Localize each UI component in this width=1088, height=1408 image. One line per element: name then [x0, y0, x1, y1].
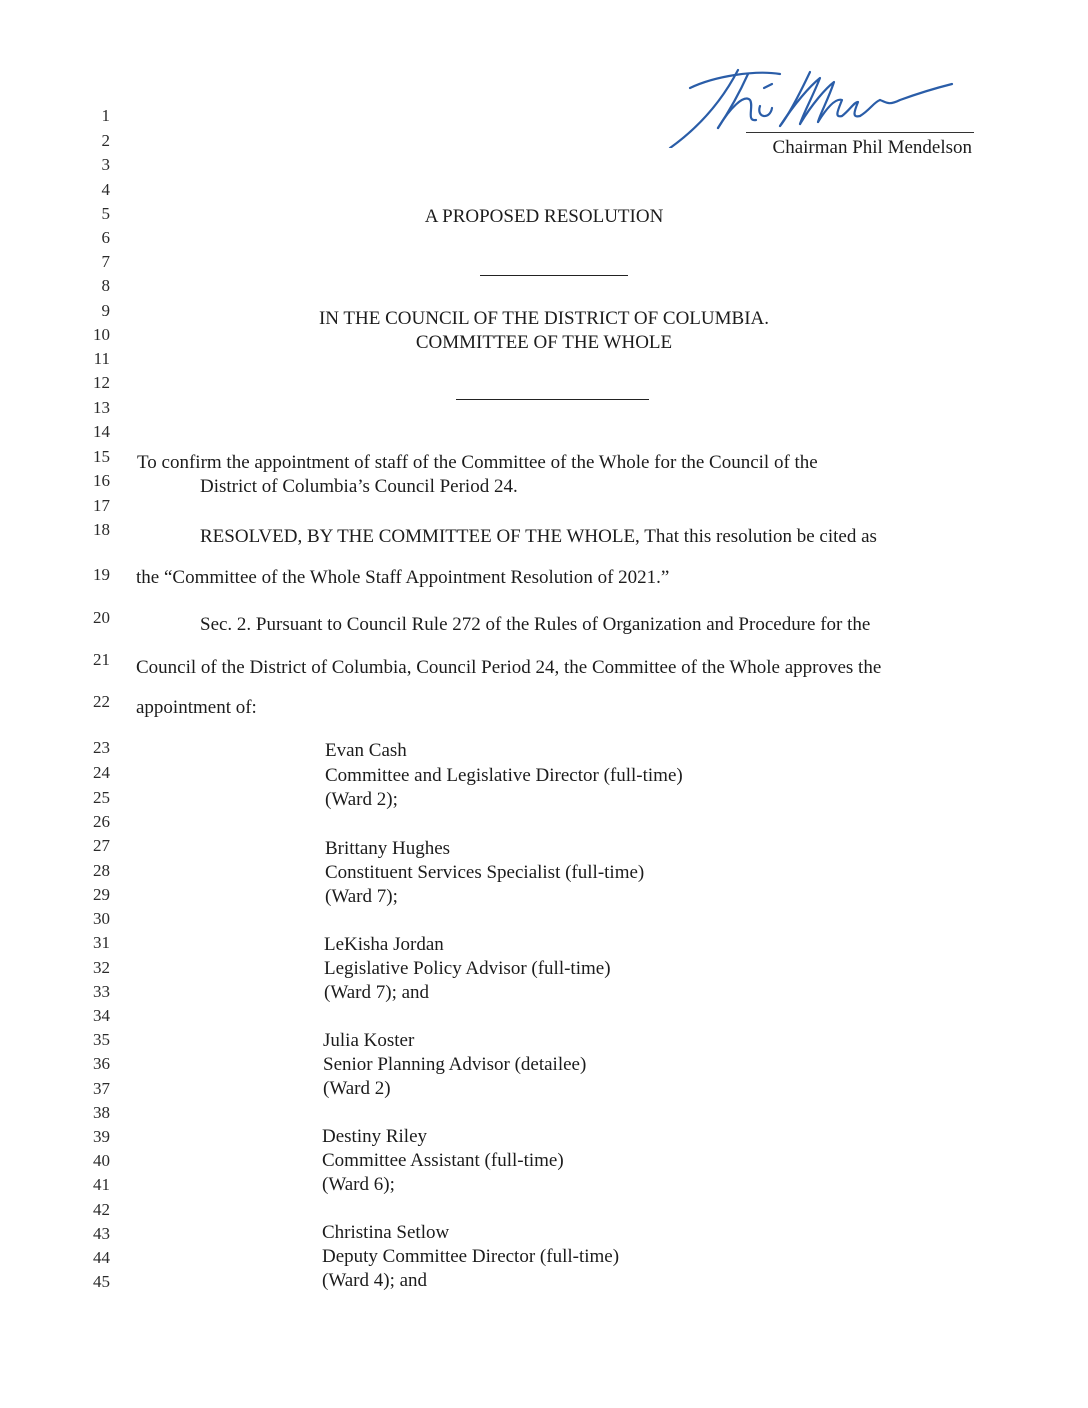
appointee-name: LeKisha Jordan	[324, 934, 444, 955]
line-number: 3	[101, 155, 110, 174]
appointee-title: Legislative Policy Advisor (full-time)	[324, 958, 611, 979]
line-number: 37	[93, 1079, 110, 1098]
line-number: 27	[93, 836, 110, 855]
line-number: 21	[93, 650, 110, 669]
line-number: 24	[93, 763, 110, 782]
line-number: 17	[93, 496, 110, 515]
line-number: 36	[93, 1054, 110, 1073]
line-number: 40	[93, 1151, 110, 1170]
committee-heading: COMMITTEE OF THE WHOLE	[415, 332, 673, 353]
line-number: 9	[101, 301, 110, 320]
line-number: 43	[93, 1224, 110, 1243]
purpose-line-1: To confirm the appointment of staff of the Committee of the Whole for the Council of the	[137, 452, 818, 473]
signature-image	[660, 48, 980, 148]
line-number: 45	[93, 1272, 110, 1291]
line-number: 41	[93, 1175, 110, 1194]
appointee-title: Committee Assistant (full-time)	[322, 1150, 564, 1171]
line-number: 38	[93, 1103, 110, 1122]
line-number: 8	[101, 276, 110, 295]
line-number: 15	[93, 447, 110, 466]
appointee-title: Senior Planning Advisor (detailee)	[323, 1054, 587, 1075]
appointee-ward: (Ward 7);	[325, 886, 398, 907]
appointee-name: Brittany Hughes	[325, 838, 451, 859]
line-number: 23	[93, 738, 110, 757]
line-number: 14	[93, 422, 110, 441]
line-number: 5	[101, 204, 110, 223]
council-heading: IN THE COUNCIL OF THE DISTRICT OF COLUMBIA.	[318, 308, 770, 329]
line-number: 10	[93, 325, 110, 344]
purpose-line-2: District of Columbia’s Council Period 24.	[200, 476, 518, 497]
appointee-name: Julia Koster	[323, 1030, 415, 1051]
line-number: 34	[93, 1006, 110, 1025]
signature-block	[660, 48, 980, 168]
appointee-ward: (Ward 7); and	[324, 982, 430, 1003]
appointee-ward: (Ward 2)	[323, 1078, 391, 1099]
resolved-clause: RESOLVED, BY THE COMMITTEE OF THE WHOLE, That this resolution be cited as	[200, 526, 877, 547]
line-number: 19	[93, 565, 110, 584]
appointee-ward: (Ward 6);	[322, 1174, 395, 1195]
line-number: 28	[93, 861, 110, 880]
line-number: 25	[93, 788, 110, 807]
line-number: 2	[101, 131, 110, 150]
line-number: 20	[93, 608, 110, 627]
line-number: 7	[101, 252, 110, 271]
header-rule-top	[480, 275, 628, 276]
line-number: 18	[93, 520, 110, 539]
document-title: A PROPOSED RESOLUTION	[424, 206, 664, 227]
line-number: 31	[93, 933, 110, 952]
line-number: 32	[93, 958, 110, 977]
line-number: 26	[93, 812, 110, 831]
appointee-ward: (Ward 4); and	[322, 1270, 428, 1291]
line-number: 39	[93, 1127, 110, 1146]
appointee-name: Evan Cash	[325, 740, 407, 761]
section-2-line: Sec. 2. Pursuant to Council Rule 272 of the Rules of Organization and Procedure for the	[200, 614, 871, 635]
line-number: 30	[93, 909, 110, 928]
signer-name: Chairman Phil Mendelson	[772, 137, 972, 158]
line-number: 13	[93, 398, 110, 417]
line-number: 22	[93, 692, 110, 711]
appointment-of-line: appointment of:	[136, 697, 257, 718]
line-number: 33	[93, 982, 110, 1001]
appointee-title: Deputy Committee Director (full-time)	[322, 1246, 620, 1267]
line-number: 6	[101, 228, 110, 247]
line-number: 1	[101, 106, 110, 125]
appointee-title: Constituent Services Specialist (full-time)	[325, 862, 645, 883]
short-title-line: the “Committee of the Whole Staff Appointment Resolution of 2021.”	[136, 567, 670, 588]
appointee-title: Committee and Legislative Director (full-time)	[325, 765, 683, 786]
section-2-continued: Council of the District of Columbia, Council Period 24, the Committee of the Whole approves the	[136, 657, 882, 678]
signature-line	[746, 132, 974, 133]
header-rule-bottom	[456, 399, 649, 400]
line-number: 42	[93, 1200, 110, 1219]
line-number: 16	[93, 471, 110, 490]
line-number: 4	[101, 180, 110, 199]
appointee-name: Christina Setlow	[322, 1222, 450, 1243]
line-number: 11	[93, 349, 110, 368]
appointee-name: Destiny Riley	[322, 1126, 428, 1147]
line-number: 12	[93, 373, 110, 392]
line-number: 29	[93, 885, 110, 904]
line-number: 35	[93, 1030, 110, 1049]
line-number: 44	[93, 1248, 110, 1267]
appointee-ward: (Ward 2);	[325, 789, 398, 810]
